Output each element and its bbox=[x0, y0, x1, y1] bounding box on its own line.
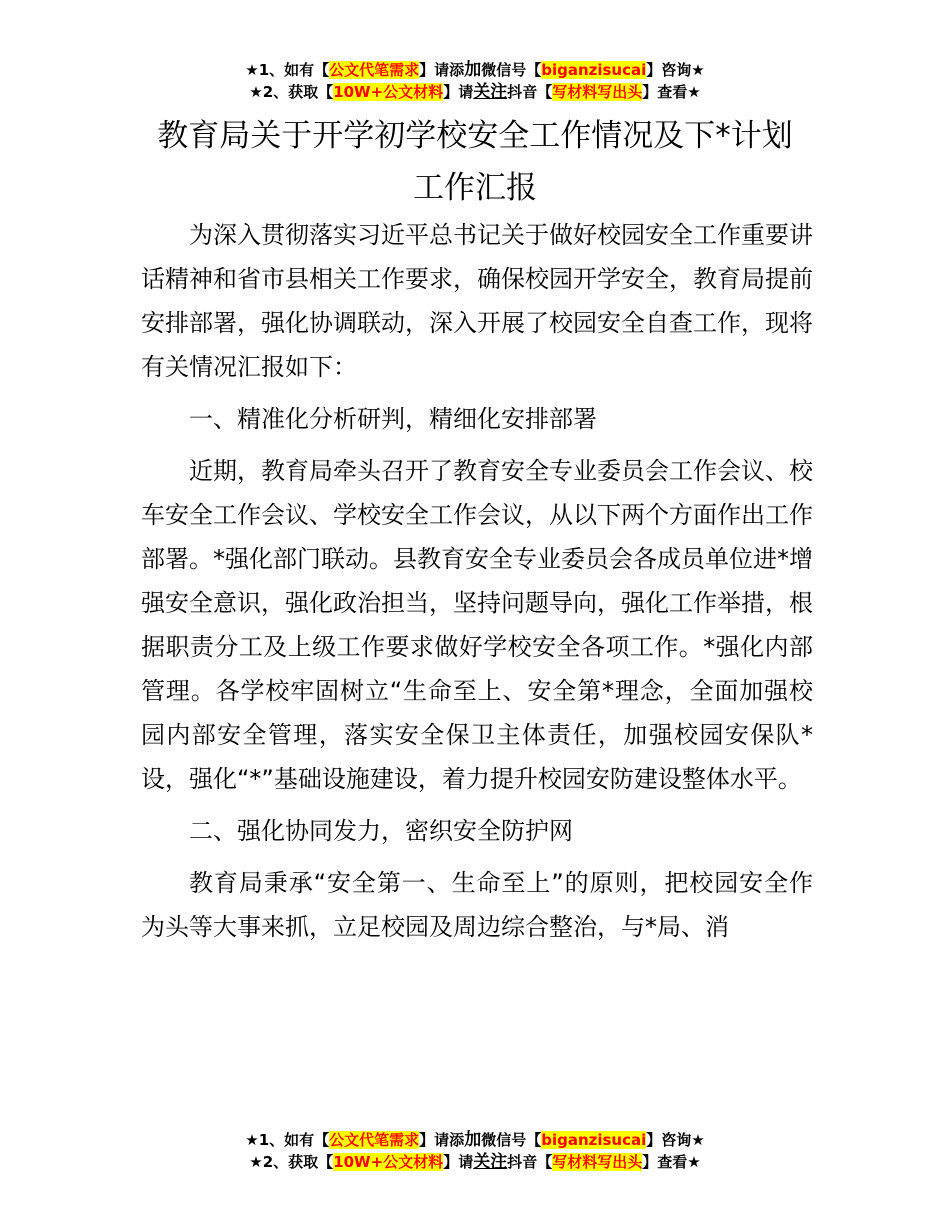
banner-highlight: 写材料写出头 bbox=[552, 1153, 643, 1171]
banner-text: 微信号【 bbox=[481, 61, 542, 79]
banner-highlight: 公文代笔需求 bbox=[329, 61, 420, 79]
banner-text: 】请 bbox=[443, 1153, 474, 1171]
section-heading: 一、精准化分析研判，精细化安排部署 bbox=[189, 405, 597, 433]
banner-text: 】咨询★ bbox=[646, 61, 705, 79]
section-heading: 二、强化协同发力，密织安全防护网 bbox=[189, 817, 573, 845]
banner-text: 加 bbox=[464, 60, 482, 80]
banner-text: 关注 bbox=[473, 1152, 508, 1172]
title-line-1: 教育局关于开学初学校安全工作情况及下*计划 bbox=[157, 118, 793, 154]
banner-text: 抖音【 bbox=[507, 83, 553, 101]
banner-text: ★2、获取【 bbox=[249, 1153, 334, 1171]
header-banner bbox=[0, 59, 950, 103]
banner-highlight: 10W+公文材料 bbox=[333, 83, 444, 101]
banner-text: ★1、如有【 bbox=[245, 1131, 330, 1149]
banner-highlight: 公文代笔需求 bbox=[329, 1131, 420, 1149]
banner-line-1 bbox=[0, 1129, 950, 1151]
banner-text: 】查看★ bbox=[642, 83, 701, 101]
banner-highlight: biganzisucai bbox=[541, 61, 647, 79]
banner-highlight: biganzisucai bbox=[541, 1131, 647, 1149]
banner-text: 抖音【 bbox=[507, 1153, 553, 1171]
banner-text: ★2、获取【 bbox=[249, 83, 334, 101]
banner-text: 】查看★ bbox=[642, 1153, 701, 1171]
document-body bbox=[141, 213, 813, 957]
banner-line-1 bbox=[0, 59, 950, 81]
banner-text: 】请添 bbox=[419, 61, 465, 79]
banner-line-2 bbox=[0, 81, 950, 103]
banner-text: 微信号【 bbox=[481, 1131, 542, 1149]
title-line-2: 工作汇报 bbox=[413, 170, 537, 206]
banner-line-2 bbox=[0, 1151, 950, 1173]
banner-text: 】请 bbox=[443, 83, 474, 101]
banner-highlight: 10W+公文材料 bbox=[333, 1153, 444, 1171]
banner-highlight: 写材料写出头 bbox=[552, 83, 643, 101]
banner-text: 加 bbox=[464, 1130, 482, 1150]
banner-text: 】请添 bbox=[419, 1131, 465, 1149]
footer-banner bbox=[0, 1129, 950, 1173]
document-title bbox=[0, 110, 950, 214]
banner-text: 关注 bbox=[473, 82, 508, 102]
body-paragraph: 教育局秉承“安全第一、生命至上”的原则，把校园安全作为头等大事来抓，立足校园及周边综合整治，与*局、消 bbox=[141, 869, 813, 941]
body-paragraph: 近期，教育局牵头召开了教育安全专业委员会工作会议、校车安全工作会议、学校安全工作会议，从以下两个方面作出工作部署。*强化部门联动。县教育安全专业委员会各成员单位进*增强安全意识，强化政治担当，坚持问题导向，强化工作举措，根据职责分工及上级工作要求做好学校安全各项工作。*强化内部管理。各学校牢固树立“生命至上、安全第*理念，全面加强校园内部安全管理，落实安全保卫主体责任，加强校园安保队*设，强化“*”基础设施建设，着力提升校园安防建设整体水平。 bbox=[141, 457, 813, 793]
banner-text: 】咨询★ bbox=[646, 1131, 705, 1149]
body-paragraph: 为深入贯彻落实习近平总书记关于做好校园安全工作重要讲话精神和省市县相关工作要求，确保校园开学安全，教育局提前安排部署，强化协调联动，深入开展了校园安全自查工作，现将有关情况汇报如下： bbox=[141, 221, 813, 381]
banner-text: ★1、如有【 bbox=[245, 61, 330, 79]
